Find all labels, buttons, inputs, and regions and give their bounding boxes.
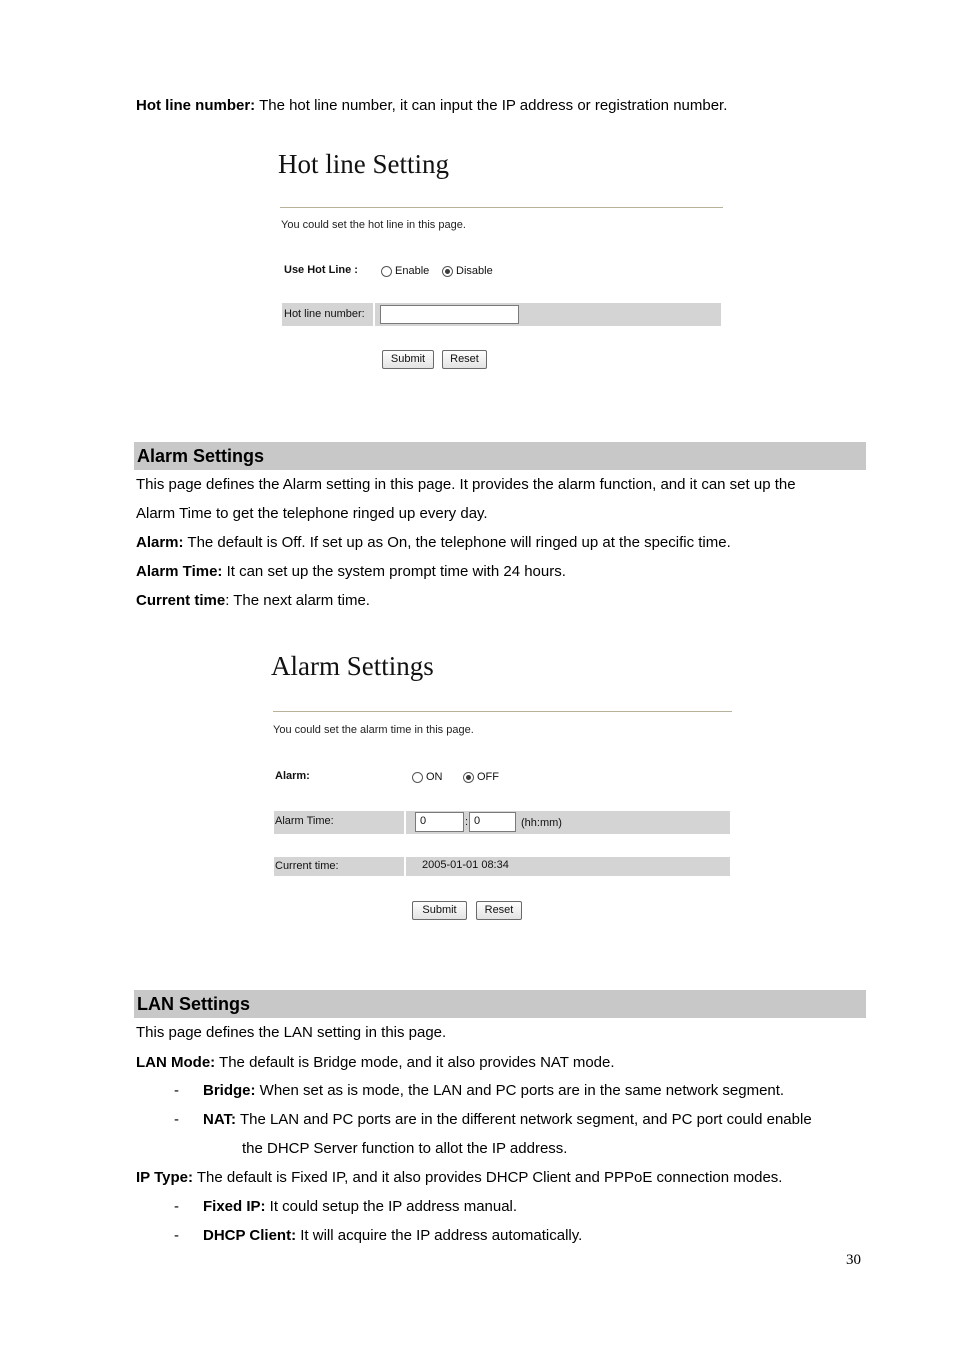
screenshot-title: Hot line Setting — [278, 149, 449, 179]
hotline-number-label: Hot line number: — [284, 308, 365, 320]
disable-label: Disable — [456, 265, 493, 277]
lan-settings-heading-bar — [134, 990, 866, 1018]
lan-intro: This page defines the LAN setting in this page. — [136, 1024, 447, 1041]
description-text: The hot line number, it can input the IP address or registration number. — [255, 97, 728, 114]
description-text: It could setup the IP address manual. — [265, 1198, 518, 1215]
alarm-intro-line2: Alarm Time to get the telephone ringed up every day. — [136, 505, 488, 522]
bullet-dash: - — [174, 1198, 179, 1215]
off-label: OFF — [477, 771, 499, 783]
hotline-number-description — [136, 97, 727, 115]
nat-description — [203, 1111, 812, 1129]
cell-separator — [404, 857, 406, 876]
screenshot-description: You could set the alarm time in this page. — [273, 724, 474, 736]
alarm-hour-input[interactable]: 0 — [415, 812, 464, 832]
divider — [273, 711, 732, 712]
description-text: The default is Off. If set up as On, the telephone will ringed up at the specific time. — [183, 534, 731, 551]
description-text: : The next alarm time. — [225, 592, 370, 609]
enable-radio[interactable] — [381, 266, 392, 277]
term: LAN Mode: — [136, 1054, 216, 1071]
dhcp-client-description — [203, 1227, 582, 1245]
use-hotline-label: Use Hot Line : — [284, 264, 358, 276]
section-heading: LAN Settings — [137, 994, 251, 1014]
reset-button[interactable]: Reset — [476, 901, 522, 920]
description-text: When set as is mode, the LAN and PC ports are in the same network segment. — [255, 1082, 785, 1099]
term: DHCP Client: — [203, 1227, 297, 1244]
submit-button[interactable]: Submit — [382, 350, 434, 369]
on-label: ON — [426, 771, 443, 783]
current-time-label: Current time: — [275, 860, 339, 872]
time-format-hint: (hh:mm) — [521, 817, 562, 829]
reset-button[interactable]: Reset — [442, 350, 487, 369]
ip-type-description — [136, 1169, 782, 1187]
term: Bridge: — [203, 1082, 256, 1099]
bullet-dash: - — [174, 1227, 179, 1244]
divider — [280, 207, 723, 208]
term: Alarm Time: — [136, 563, 223, 580]
description-text: It can set up the system prompt time with 24 hours. — [222, 563, 566, 580]
screenshot-title: Alarm Settings — [271, 651, 434, 681]
description-text: The default is Bridge mode, and it also provides NAT mode. — [215, 1054, 615, 1071]
description-text: It will acquire the IP address automatically. — [296, 1227, 583, 1244]
term: Fixed IP: — [203, 1198, 266, 1215]
cell-separator — [373, 303, 375, 326]
screenshot-description: You could set the hot line in this page. — [281, 219, 466, 231]
enable-label: Enable — [395, 265, 430, 277]
alarm-label: Alarm: — [275, 770, 310, 782]
current-time-value: 2005-01-01 08:34 — [422, 859, 509, 871]
lan-mode-description — [136, 1054, 615, 1072]
description-text: The LAN and PC ports are in the different network segment, and PC port could enable — [236, 1111, 812, 1128]
term: NAT: — [203, 1111, 237, 1128]
bridge-description — [203, 1082, 784, 1100]
disable-radio[interactable] — [442, 266, 453, 277]
nat-description-continued: the DHCP Server function to allot the IP address. — [242, 1140, 568, 1157]
cell-separator — [404, 811, 406, 834]
alarm-settings-heading-bar — [134, 442, 866, 470]
alarm-minute-input[interactable]: 0 — [469, 812, 516, 832]
current-time-description — [136, 592, 370, 610]
bullet-dash: - — [174, 1082, 179, 1099]
submit-button[interactable]: Submit — [412, 901, 467, 920]
page-number: 30 — [846, 1252, 861, 1268]
alarm-time-label: Alarm Time: — [275, 815, 334, 827]
on-radio[interactable] — [412, 772, 423, 783]
alarm-time-description — [136, 563, 566, 581]
term: Alarm: — [136, 534, 184, 551]
fixed-ip-description — [203, 1198, 517, 1216]
off-radio[interactable] — [463, 772, 474, 783]
description-text: The default is Fixed IP, and it also provides DHCP Client and PPPoE connection modes. — [192, 1169, 783, 1186]
hotline-number-input[interactable] — [380, 305, 519, 324]
bullet-dash: - — [174, 1111, 179, 1128]
section-heading: Alarm Settings — [137, 446, 265, 466]
term: Current time — [136, 592, 226, 609]
time-separator: : — [465, 816, 469, 828]
term: Hot line number: — [136, 97, 256, 114]
alarm-intro-line1: This page defines the Alarm setting in this page. It provides the alarm function, and it can set up the — [136, 476, 796, 493]
alarm-description — [136, 534, 731, 552]
term: IP Type: — [136, 1169, 193, 1186]
